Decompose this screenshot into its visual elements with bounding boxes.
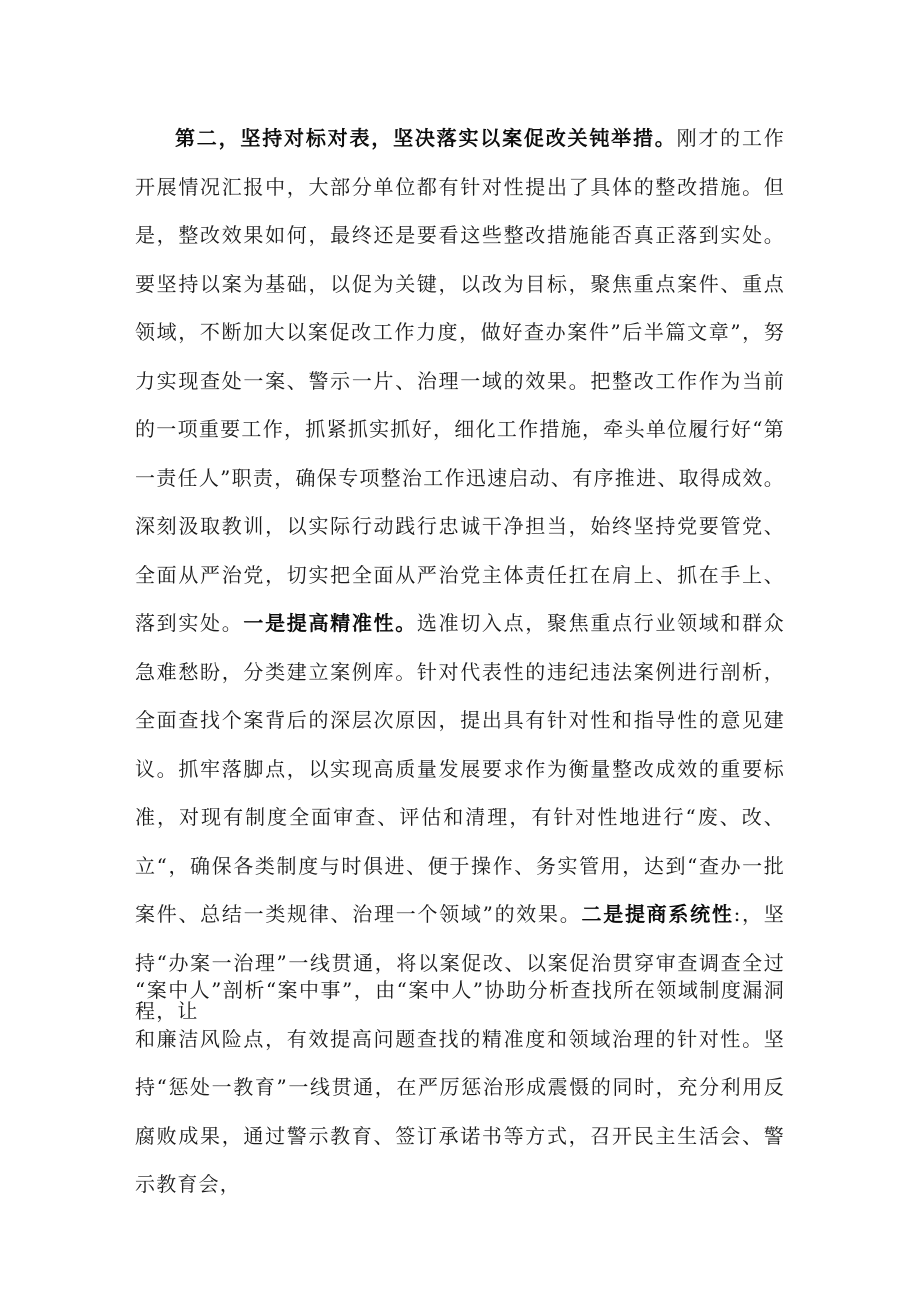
paragraph-1	[135, 114, 785, 1036]
point-two-heading: 二是提商系统性	[581, 902, 734, 926]
section-heading: 第二，坚持对标对表，坚决落实以案促改关钝举措。	[175, 126, 677, 150]
point-one-heading: 一是提高精准性。	[243, 611, 417, 635]
paragraph-1-text-b: 选准切入点，聚焦重点行业领域和群众急难愁盼，分类建立案例库。针对代表性的违纪违法案例进行剖析，全面查找个案背后的深层次原因，提出具有针对性和指导性的意见建议。抓牢落脚点，以实现高质量发展要求作为衡量整改成效的重要标准，对现有制度全面审查、评估和清理，有针对性地进行“废、改、立“，确保各类制度与时俱进、便于操作、务实管用，达到“查办一批案件、总结一类规律、治理一个领域”的效果。	[135, 611, 786, 926]
paragraph-2-text: “案中人”剖析“案中事”，由“案中人”协助分析查找所在领域制度漏洞和廉洁风险点，有效提高问题查找的精准度和领域治理的针对性。坚持“惩处一教育”一线贯通，在严厉惩治形成震慑的同时，充分利用反腐败成果，通过警示教育、签订承诺书等方式，召开民主生活会、警示教育会，	[135, 978, 785, 1196]
paragraph-1-text-a: 刚才的工作开展情况汇报中，大部分单位都有针对性提出了具体的整改措施。但是，整改效果如何，最终还是要看这些整改措施能否真正落到实处。要坚持以案为基础，以促为关键，以改为目标，聚焦重点案件、重点领域，不断加大以案促改工作力度，做好查办案件”后半篇文章”，努力实现查处一案、警示一片、治理一域的效果。把整改工作作为当前的一项重要工作，抓紧抓实抓好，细化工作措施，牵头单位履行好“第一责任人”职责，确保专项整治工作迅速启动、有序推进、取得成效。深刻汲取教训，以实际行动践行忠诚干净担当，始终坚持党要管党、全面从严治党，切实把全面从严治党主体责任扛在肩上、抓在手上、落到实处。	[135, 126, 785, 635]
paragraph-2	[135, 966, 785, 1209]
paragraph-1-text-c: :，坚持“办案一治理”一线贯通，将以案促改、以案促治贯穿审查调查全过程，让	[135, 902, 785, 1023]
